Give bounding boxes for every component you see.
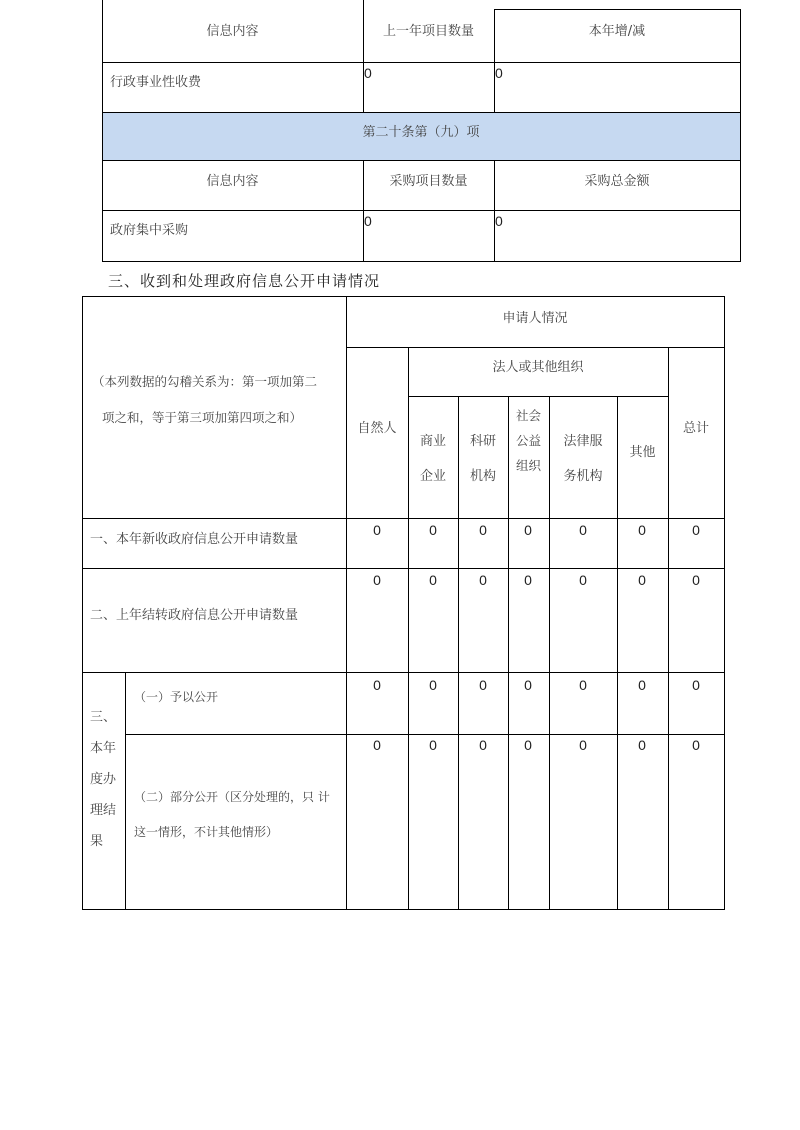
value-cell: 0	[638, 522, 646, 538]
header-other: 其他	[629, 445, 656, 460]
note-line1: （本列数据的勾稽关系为：第一项加第二	[92, 374, 318, 389]
header-business: 商业 企业	[419, 434, 446, 484]
value-cell: 0	[524, 737, 532, 753]
header-legal-orgs: 法人或其他组织	[492, 360, 584, 375]
value-cell: 0	[479, 572, 487, 588]
row1-label: 一、本年新收政府信息公开申请数量	[90, 532, 299, 547]
header-social: 社会 公益 组织	[515, 408, 541, 473]
section3-title: 三、收到和处理政府信息公开申请情况	[108, 272, 381, 290]
header-legal-services: 法律服 务机构	[563, 434, 603, 484]
value-cell: 0	[638, 677, 646, 693]
value-cell: 0	[638, 572, 646, 588]
header2-procure-amount: 采购总金额	[584, 174, 650, 189]
row-admin-fee-label: 行政事业性收费	[110, 75, 202, 90]
value-cell: 0	[692, 572, 700, 588]
value-cell: 0	[479, 522, 487, 538]
value-cell: 0	[373, 572, 381, 588]
value-cell: 0	[373, 737, 381, 753]
note-line2: 项之和，等于第三项加第四项之和）	[102, 410, 303, 425]
value-cell: 0	[579, 522, 587, 538]
value-cell: 0	[579, 572, 587, 588]
row3a-label: （一）予以公开	[134, 690, 219, 704]
row-admin-fee-value2: 0	[495, 65, 503, 81]
header2-info-content: 信息内容	[206, 174, 259, 189]
section-title: 第二十条第（九）项	[362, 125, 480, 140]
header-change: 本年增/减	[588, 24, 646, 39]
row-procure-label: 政府集中采购	[110, 223, 189, 238]
value-cell: 0	[524, 572, 532, 588]
value-cell: 0	[692, 737, 700, 753]
value-cell: 0	[479, 677, 487, 693]
header-applicant: 申请人情况	[502, 311, 568, 326]
header-info-content: 信息内容	[206, 24, 259, 39]
value-cell: 0	[373, 677, 381, 693]
value-cell: 0	[429, 677, 437, 693]
value-cell: 0	[692, 677, 700, 693]
row3b-label-line2: 这一情形，不计其他情形）	[134, 825, 279, 839]
row2-label: 二、上年结转政府信息公开申请数量	[90, 608, 299, 623]
value-cell: 0	[373, 522, 381, 538]
group3-label: 三、 本年 度办 理结 果	[90, 710, 117, 849]
header-research: 科研 机构	[469, 434, 496, 484]
header2-procure-count: 采购项目数量	[389, 174, 468, 189]
value-cell: 0	[429, 737, 437, 753]
value-cell: 0	[579, 677, 587, 693]
row-admin-fee-value1: 0	[364, 65, 372, 81]
value-cell: 0	[479, 737, 487, 753]
value-cell: 0	[638, 737, 646, 753]
row-procure-value1: 0	[364, 213, 372, 229]
header-total: 总计	[682, 421, 709, 436]
value-cell: 0	[524, 677, 532, 693]
row3b-label-line1: （二）部分公开（区分处理的，只 计	[134, 790, 330, 804]
header-natural-person: 自然人	[357, 421, 397, 436]
value-cell: 0	[524, 522, 532, 538]
value-cell: 0	[429, 522, 437, 538]
row-procure-value2: 0	[495, 213, 503, 229]
value-cell: 0	[429, 572, 437, 588]
value-cell: 0	[579, 737, 587, 753]
value-cell: 0	[692, 522, 700, 538]
header-prev-year-count: 上一年项目数量	[382, 24, 474, 39]
